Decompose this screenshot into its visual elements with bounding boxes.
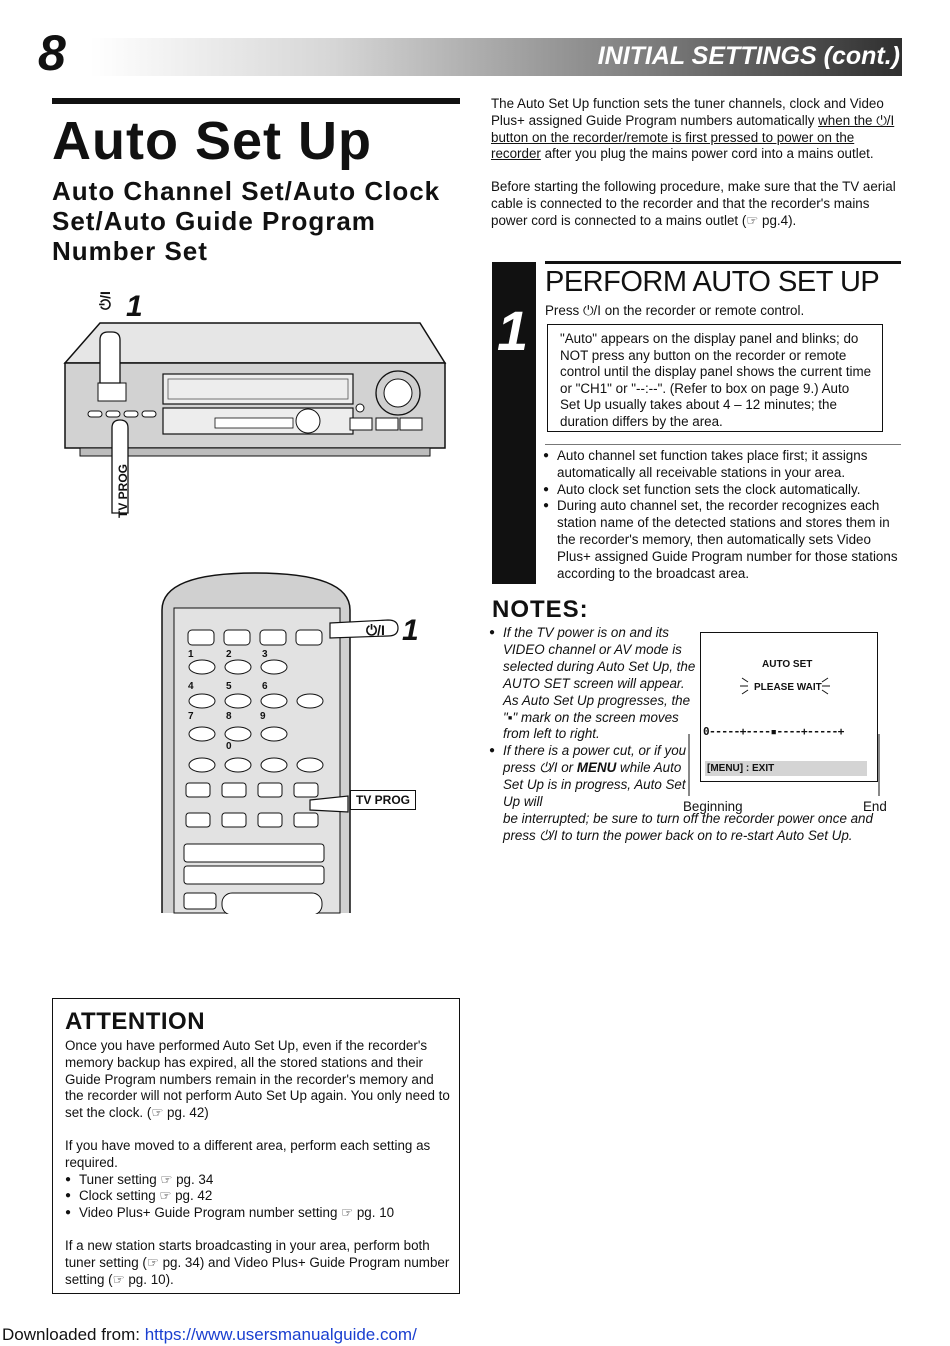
attention-body xyxy=(65,1038,450,1304)
intro-paragraph-2: Before starting the following procedure, make sure that the TV aerial cable is connected to the recorder and that the recorder's mains power cord is connected to a mains outlet (☞ pg.4). xyxy=(491,179,896,228)
attention-paragraph-2: If you have moved to a different area, perform each setting as required. xyxy=(65,1137,431,1170)
intro-text xyxy=(491,96,903,246)
remote-digit-7: 7 xyxy=(188,711,194,722)
note-item-2 xyxy=(489,743,693,811)
page-number: 8 xyxy=(38,25,66,81)
intro-p1-underlined: when the ⏻/I button on the recorder/remote is first pressed to power on the recorder xyxy=(491,112,895,162)
intro-p1-start: The Auto Set Up function sets the tuner channels, clock and Video Plus+ assigned Guide Program numbers automatically xyxy=(491,96,884,128)
note2-start: If there is a power cut, or if you press ⏻/I or xyxy=(503,743,687,776)
attention-list-item: ● Video Plus+ Guide Program number setting ☞ pg. 10 xyxy=(65,1205,450,1222)
step-bullet: ● During auto channel set, the recorder recognizes each station name of the detected stations and stores them in the recorder's memory, then automatically sets Video Plus+ assigned Guide Program number for those stations according to the broadcast area. xyxy=(543,498,903,582)
remote-digit-9: 9 xyxy=(260,711,266,722)
section-title: INITIAL SETTINGS (cont.) xyxy=(597,42,900,70)
label-end: End xyxy=(863,799,887,814)
attention-list-item: ● Clock setting ☞ pg. 42 xyxy=(65,1188,450,1205)
attention-paragraph-3: If a new station starts broadcasting in your area, perform both tuner setting (☞ pg. 34) and Video Plus+ Guide Program number setting (☞ pg. 10). xyxy=(65,1237,450,1287)
screen-status: PLEASE WAIT xyxy=(754,682,822,693)
download-footer xyxy=(2,1325,417,1345)
vcr-power-label: ⏻/I xyxy=(97,291,113,310)
title-rule xyxy=(52,98,460,104)
step-number: 1 xyxy=(497,299,529,362)
remote-digit-8: 8 xyxy=(226,711,232,722)
attention-list-item: ● Tuner setting ☞ pg. 34 xyxy=(65,1172,450,1189)
step-bullet-list xyxy=(543,448,903,582)
remote-digit-2: 2 xyxy=(226,649,232,660)
step-divider xyxy=(545,444,901,445)
remote-digit-3: 3 xyxy=(262,649,268,660)
intro-paragraph-1 xyxy=(491,96,903,163)
note2-middle: while Auto Set Up is in progress, Auto Set Up will xyxy=(503,760,686,810)
note-item-2-continued: be interrupted; be sure to turn off the recorder power once and press ⏻/I to turn the power back on to re-start Auto Set Up. xyxy=(503,810,873,843)
note-item-1: ● If the TV power is on and its VIDEO channel or AV mode is selected during Auto Set Up, the AUTO SET screen will appear. As Auto Set Up progresses, the "▪" mark on the screen moves from left to right. xyxy=(489,625,699,743)
progress-range-lines xyxy=(683,730,883,800)
remote-digit-0: 0 xyxy=(226,741,232,752)
vcr-tv-prog-label: TV PROG xyxy=(116,463,130,518)
intro-p1-end: after you plug the mains power cord into a mains outlet. xyxy=(540,146,874,162)
remote-digit-6: 6 xyxy=(262,681,268,692)
page-subtitle: Auto Channel Set/Auto Clock Set/Auto Guide Program Number Set xyxy=(52,176,441,266)
vcr-callout-number: 1 xyxy=(126,290,143,323)
notes-heading: NOTES: xyxy=(492,596,589,623)
remote-power-label: ⏻/I xyxy=(366,622,385,638)
footer-prefix: Downloaded from: xyxy=(2,1325,145,1344)
step-bullet: ● Auto channel set function takes place first; it assigns automatically all receivable stations in your area. xyxy=(543,448,903,482)
step-bullet: ● Auto clock set function sets the clock automatically. xyxy=(543,482,903,499)
remote-digit-5: 5 xyxy=(226,681,232,692)
blink-marks-icon xyxy=(740,676,830,700)
footer-link[interactable]: https://www.usersmanualguide.com/ xyxy=(144,1325,417,1344)
step-rule xyxy=(545,261,901,264)
remote-digit-1: 1 xyxy=(188,649,194,660)
label-beginning: Beginning xyxy=(683,799,743,814)
step-title: PERFORM AUTO SET UP xyxy=(545,266,880,298)
note2-menu: MENU xyxy=(576,760,617,776)
screen-progress: 0-----+----▪----+-----+ xyxy=(703,725,844,738)
step-instruction: Press ⏻/I on the recorder or remote control. xyxy=(545,303,805,318)
attention-paragraph-1: Once you have performed Auto Set Up, even if the recorder's memory backup has expired, all the stored stations and their Guide Program numbers remain in the recorder's memory and the recorder will not perform Auto Set Up again. You only need to set the clock. (☞ pg. 42) xyxy=(65,1038,450,1121)
step-note-box: "Auto" appears on the display panel and blinks; do NOT press any button on the recorder or remote control until the display panel shows the current time or "CH1" or "--:--". (Refer to box on page 9.) Auto Set Up usually takes about 4 – 12 minutes; the duration differs by the area. xyxy=(547,324,883,432)
screen-title: AUTO SET xyxy=(762,659,813,670)
page-title: Auto Set Up xyxy=(52,111,372,171)
remote-digit-4: 4 xyxy=(188,681,194,692)
screen-exit-hint: [MENU] : EXIT xyxy=(705,761,867,776)
attention-heading: ATTENTION xyxy=(65,1008,206,1035)
remote-illustration xyxy=(160,568,440,914)
remote-tv-prog-label: TV PROG xyxy=(350,790,416,810)
remote-callout-number: 1 xyxy=(402,614,419,647)
